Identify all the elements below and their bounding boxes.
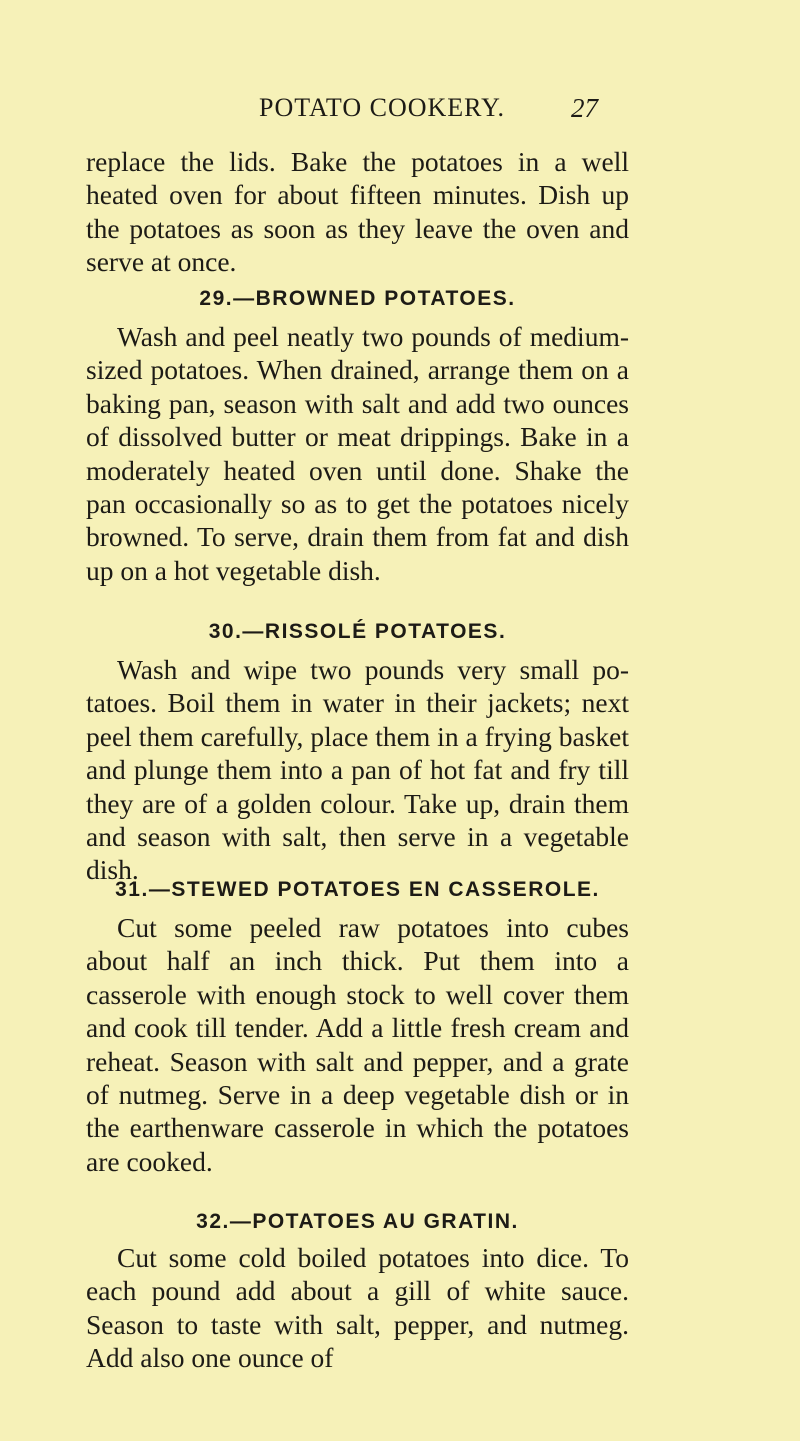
page-number: 27	[571, 93, 598, 123]
intro-paragraph: replace the lids. Bake the potatoes in a well heated oven for about fifteen minutes. Dish up the potatoes as soon as they leave the oven and serve at once.	[86, 146, 629, 278]
recipe-text-29: Wash and peel neatly two pounds of medium-sized potatoes. When drained, arrange them on a baking pan, season with salt and add two ounces of dissolved butter or meat drippings. Bake in a moderately heated oven until done. Shake the pan occasionally so as to get the potatoes nicely browned. To serve, drain them from fat and dish up on a hot vegetable dish.	[86, 321, 629, 586]
recipe-text-30: Wash and wipe two pounds very small potatoes. Boil them in water in their jackets; next peel them carefully, place them in a frying basket and plunge them into a pan of hot fat and fry till they are of a golden colour. Take up, drain them and season with salt, then serve in a vegetable dish.	[86, 654, 629, 886]
recipe-heading-32: 32.—POTATOES AU GRATIN.	[196, 1210, 519, 1233]
recipe-heading-30: 30.—RISSOLÉ POTATOES.	[208, 620, 507, 643]
running-head	[0, 93, 800, 133]
recipe-text-31: Cut some peeled raw potatoes into cubes about half an inch thick. Put them into a casserole with enough stock to well cover them and cook till tender. Add a little fresh cream and reheat. Season with salt and pepper, and a grate of nutmeg. Serve in a deep vegetable dish or in the earthenware casserole in which the potatoes are cooked.	[86, 912, 629, 1177]
recipe-heading-31: 31.—STEWED POTATOES EN CASSEROLE.	[115, 878, 600, 901]
running-title: POTATO COOKERY.	[259, 93, 506, 122]
recipe-text-32: Cut some cold boiled potatoes into dice. To each pound add about a gill of white sauce. Season to taste with salt, pepper, and nutmeg. Add also one ounce of	[86, 1242, 629, 1374]
recipe-heading-29: 29.—BROWNED POTATOES.	[199, 287, 516, 310]
